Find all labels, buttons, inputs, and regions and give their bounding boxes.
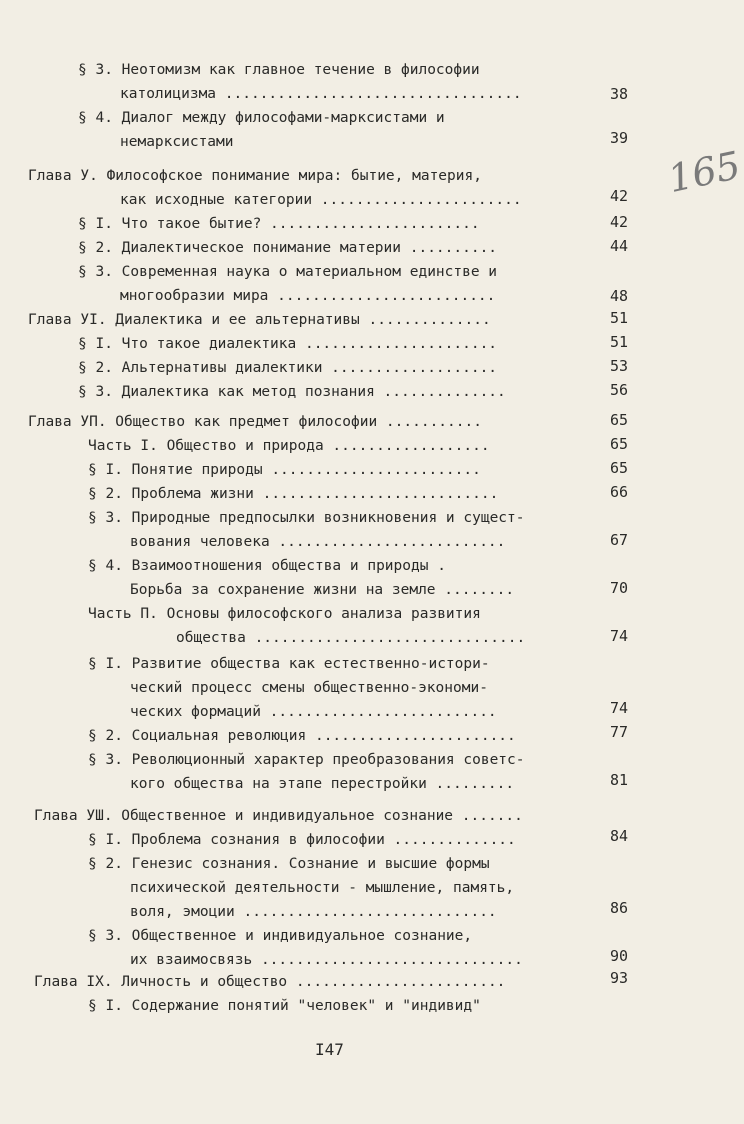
toc-entry: § 3. Современная наука о материальном единстве и bbox=[78, 264, 498, 280]
toc-entry: психической деятельности - мышление, память, bbox=[130, 880, 515, 896]
toc-page-number: 67 bbox=[609, 531, 629, 549]
toc-page-number: 86 bbox=[609, 899, 629, 917]
toc-chapter-entry: Глава УШ. Общественное и индивидуальное сознание ....... bbox=[34, 808, 523, 824]
toc-entry: § I. Содержание понятий "человек" и "индивид" bbox=[88, 998, 481, 1014]
toc-page-number: 65 bbox=[609, 459, 629, 477]
toc-page-number: 51 bbox=[609, 333, 629, 351]
toc-page-number: 48 bbox=[609, 287, 629, 305]
toc-page-number: 66 bbox=[609, 483, 629, 501]
toc-page-number: 70 bbox=[609, 579, 629, 597]
toc-page-number: 65 bbox=[609, 435, 629, 453]
toc-entry: § I. Что такое диалектика ...................... bbox=[78, 336, 498, 352]
toc-page-number: 38 bbox=[609, 85, 629, 103]
toc-entry: § 3. Природные предпосылки возникновения и сущест- bbox=[88, 510, 525, 526]
toc-entry: § I. Что такое бытие? ........................ bbox=[78, 216, 480, 232]
toc-entry: Борьба за сохранение жизни на земле ........ bbox=[130, 582, 515, 598]
toc-page-number: 84 bbox=[609, 827, 629, 845]
toc-part-entry: Часть П. Основы философского анализа развития bbox=[88, 606, 481, 622]
toc-entry: § 2. Социальная революция ....................... bbox=[88, 728, 516, 744]
toc-page-number: 53 bbox=[609, 357, 629, 375]
toc-entry: их взаимосвязь .............................. bbox=[130, 952, 523, 968]
toc-chapter-entry: Глава УI. Диалектика и ее альтернативы .............. bbox=[28, 312, 491, 328]
toc-page-number: 90 bbox=[609, 947, 629, 965]
toc-entry: как исходные категории ....................... bbox=[120, 192, 522, 208]
toc-entry: ческих формаций .......................... bbox=[130, 704, 497, 720]
toc-chapter-entry: Глава У. Философское понимание мира: бытие, материя, bbox=[28, 168, 482, 184]
toc-entry: немарксистами bbox=[120, 134, 234, 150]
toc-entry: § I. Проблема сознания в философии .............. bbox=[88, 832, 516, 848]
toc-entry: § 4. Взаимоотношения общества и природы . bbox=[88, 558, 446, 574]
toc-page-number: 44 bbox=[609, 237, 629, 255]
toc-entry: кого общества на этапе перестройки ......... bbox=[130, 776, 515, 792]
toc-entry: католицизма .................................. bbox=[120, 86, 522, 102]
toc-part-entry: Часть I. Общество и природа .................. bbox=[88, 438, 490, 454]
toc-page-number: 93 bbox=[609, 969, 629, 987]
toc-entry: § 2. Диалектическое понимание материи .......... bbox=[78, 240, 498, 256]
toc-entry: § 3. Революционный характер преобразования советс- bbox=[88, 752, 525, 768]
toc-entry: воля, эмоции ............................. bbox=[130, 904, 497, 920]
toc-page-number: 74 bbox=[609, 699, 629, 717]
toc-page-number: 42 bbox=[609, 213, 629, 231]
toc-chapter-entry: Глава IX. Личность и общество ........................ bbox=[34, 974, 506, 990]
toc-page-number: 42 bbox=[609, 187, 629, 205]
toc-page-number: 74 bbox=[609, 627, 629, 645]
toc-entry: § 2. Альтернативы диалектики ................... bbox=[78, 360, 498, 376]
toc-entry: § 4. Диалог между философами-марксистами и bbox=[78, 110, 445, 126]
toc-page-number: 65 bbox=[609, 411, 629, 429]
handwritten-margin-note: 165 bbox=[664, 142, 744, 202]
toc-entry: § 2. Проблема жизни ........................... bbox=[88, 486, 499, 502]
toc-page-number: 39 bbox=[609, 129, 629, 147]
toc-chapter-entry: Глава УП. Общество как предмет философии ........... bbox=[28, 414, 482, 430]
toc-entry: ческий процесс смены общественно-экономи- bbox=[130, 680, 488, 696]
toc-entry: вования человека .......................... bbox=[130, 534, 506, 550]
toc-page-number: 81 bbox=[609, 771, 629, 789]
toc-entry: общества ............................... bbox=[176, 630, 526, 646]
toc-page-number: 77 bbox=[609, 723, 629, 741]
toc-entry: многообразии мира ......................... bbox=[120, 288, 496, 304]
toc-entry: § 3. Диалектика как метод познания .............. bbox=[78, 384, 506, 400]
toc-entry: § 3. Неотомизм как главное течение в философии bbox=[78, 62, 480, 78]
toc-entry: § 3. Общественное и индивидуальное сознание, bbox=[88, 928, 473, 944]
toc-page-number: 56 bbox=[609, 381, 629, 399]
toc-page-number: 51 bbox=[609, 309, 629, 327]
toc-entry: § I. Развитие общества как естественно-истори- bbox=[88, 656, 490, 672]
toc-entry: § 2. Генезис сознания. Сознание и высшие формы bbox=[88, 856, 490, 872]
page-folio: I47 bbox=[315, 1040, 344, 1059]
toc-entry: § I. Понятие природы ........................ bbox=[88, 462, 481, 478]
